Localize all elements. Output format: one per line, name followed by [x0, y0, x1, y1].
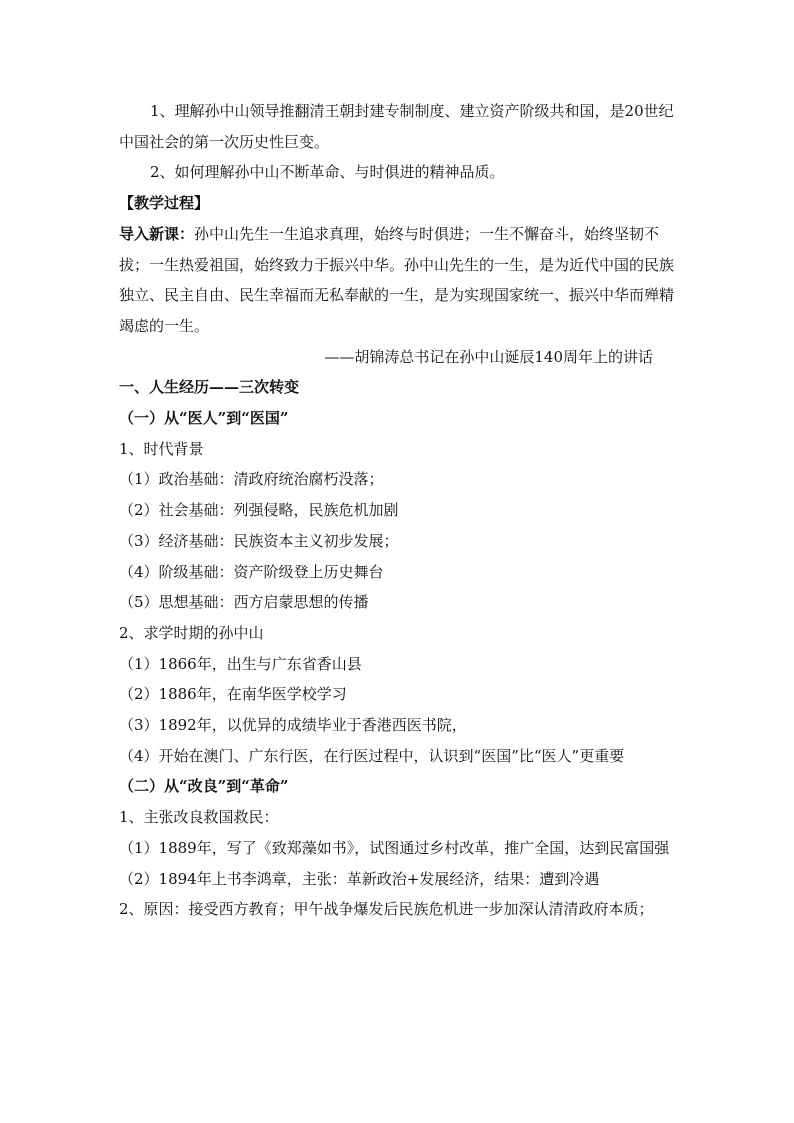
item-ideological-basis: （5）思想基础：西方启蒙思想的传播 — [119, 593, 369, 612]
subheading-reform-to-revolution: （二）从“改良”到“革命” — [119, 777, 289, 796]
item-1889: （1）1889年，写了《致郑藻如书》，试图通过乡村改革，推广全国，达到民富国强 — [119, 838, 670, 857]
intro-paragraph — [119, 219, 679, 342]
intro-lead: 导入新课： — [119, 224, 195, 243]
objective-1: 1、理解孙中山领导推翻清王朝封建专制制度、建立资产阶级共和国，是20世纪中国社会的第一次历史性巨变。 — [119, 102, 674, 151]
item-economic-basis: （3）经济基础：民族资本主义初步发展； — [119, 531, 399, 550]
item-reasons: 2、原因：接受西方教育；甲午战争爆发后民族危机进一步加深认清清政府本质； — [119, 900, 654, 919]
document-body — [119, 96, 679, 925]
item-era-background: 1、时代背景 — [119, 439, 204, 458]
subheading-doctor-to-nation: （一）从“医人”到“医国” — [119, 409, 289, 428]
item-social-basis: （2）社会基础：列强侵略，民族危机加剧 — [119, 501, 399, 520]
section-teaching-process: 【教学过程】 — [119, 194, 210, 213]
item-1892: （3）1892年，以优异的成绩毕业于香港西医书院， — [119, 716, 467, 735]
quote-attribution: ——胡锦涛总书记在孙中山诞辰140周年上的讲话 — [324, 347, 653, 366]
item-1894: （2）1894年上书李鸿章，主张：革新政治+发展经济，结果：遭到冷遇 — [119, 869, 600, 888]
item-reform-proposal: 1、主张改良救国救民： — [119, 808, 279, 827]
item-practice-medicine: （4）开始在澳门、广东行医，在行医过程中，认识到“医国”比“医人”更重要 — [119, 746, 625, 765]
item-study-period: 2、求学时期的孙中山 — [119, 623, 264, 642]
heading-life-experience: 一、人生经历——三次转变 — [119, 378, 300, 397]
item-class-basis: （4）阶级基础：资产阶级登上历史舞台 — [119, 562, 384, 581]
objective-2: 2、如何理解孙中山不断革命、与时俱进的精神品质。 — [150, 163, 505, 182]
intro-body: 孙中山先生一生追求真理，始终与时俱进；一生不懈奋斗，始终坚韧不拔；一生热爱祖国，始终致力于振兴中华。孙中山先生的一生，是为近代中国的民族独立、民主自由、民生幸福而无私奉献的一生，是为实现国家统一、振兴中华而殚精竭虑的一生。 — [119, 224, 675, 335]
item-political-basis: （1）政治基础：清政府统治腐朽没落； — [119, 470, 384, 489]
item-1886: （2）1886年，在南华医学校学习 — [119, 685, 347, 704]
item-1866: （1）1866年，出生与广东省香山县 — [119, 654, 362, 673]
